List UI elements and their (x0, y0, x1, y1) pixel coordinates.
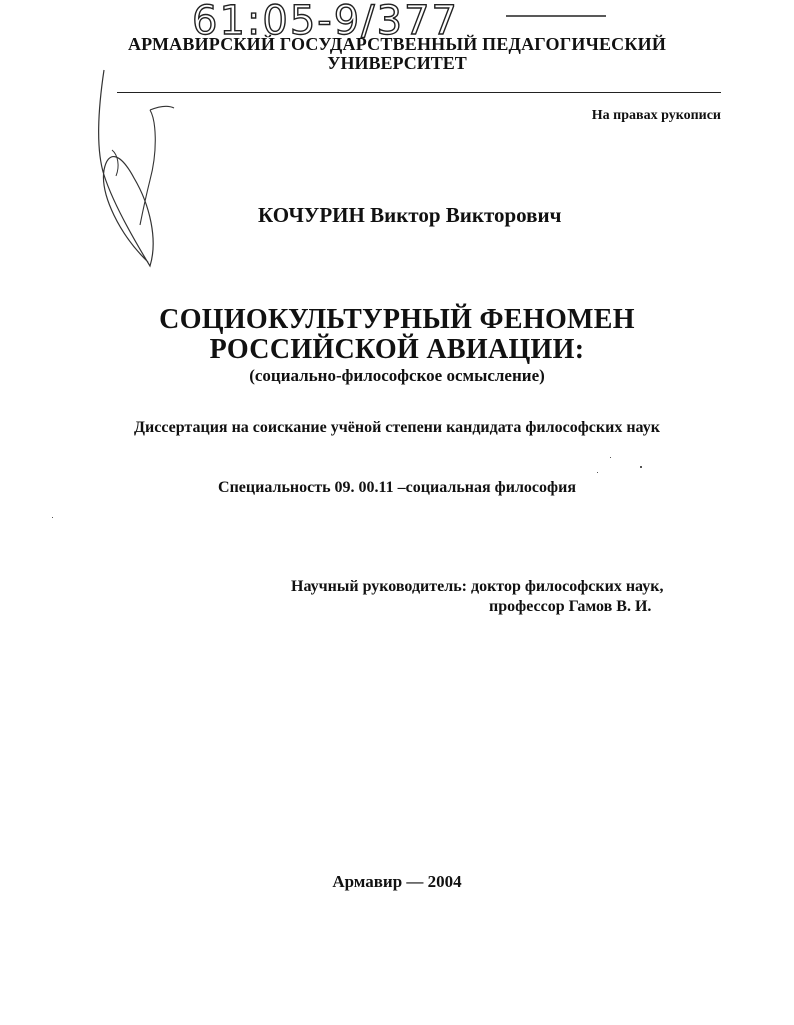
author-name: КОЧУРИН Виктор Викторович (258, 203, 562, 227)
header-divider (117, 92, 721, 93)
specialty-statement: Специальность 09. 00.11 –социальная философия (218, 479, 576, 496)
title-line2: РОССИЙСКОЙ АВИАЦИИ: (209, 334, 585, 365)
title-line1: СОЦИОКУЛЬТУРНЫЙ ФЕНОМЕН (159, 304, 635, 335)
supervisor-line2: профессор Гамов В. И. (489, 598, 652, 615)
university-name-line1: АРМАВИРСКИЙ ГОСУДАРСТВЕННЫЙ ПЕДАГОГИЧЕСКИЙ (127, 34, 667, 54)
scan-speck (610, 457, 611, 458)
supervisor-block (291, 577, 663, 617)
supervisor-line1: Научный руководитель: доктор философских наук, (291, 578, 664, 595)
rights-note: На правах рукописи (591, 108, 721, 123)
degree-statement: Диссертация на соискание учёной степени кандидата философских наук (134, 419, 660, 436)
signature-stroke-loop (112, 150, 118, 176)
city-year: Армавир — 2004 (332, 872, 462, 891)
scan-speck (640, 466, 642, 468)
scan-speck (52, 517, 53, 518)
signature-stroke-main (99, 70, 153, 266)
signature-stroke-top (150, 106, 174, 110)
university-name-line2: УНИВЕРСИТЕТ (327, 53, 467, 73)
signature-stroke-secondary (140, 110, 155, 225)
handwritten-number-text: 61:05-9/377 (192, 0, 459, 42)
title-subtitle: (социально-философское осмысление) (249, 366, 545, 385)
scan-speck (597, 472, 598, 473)
